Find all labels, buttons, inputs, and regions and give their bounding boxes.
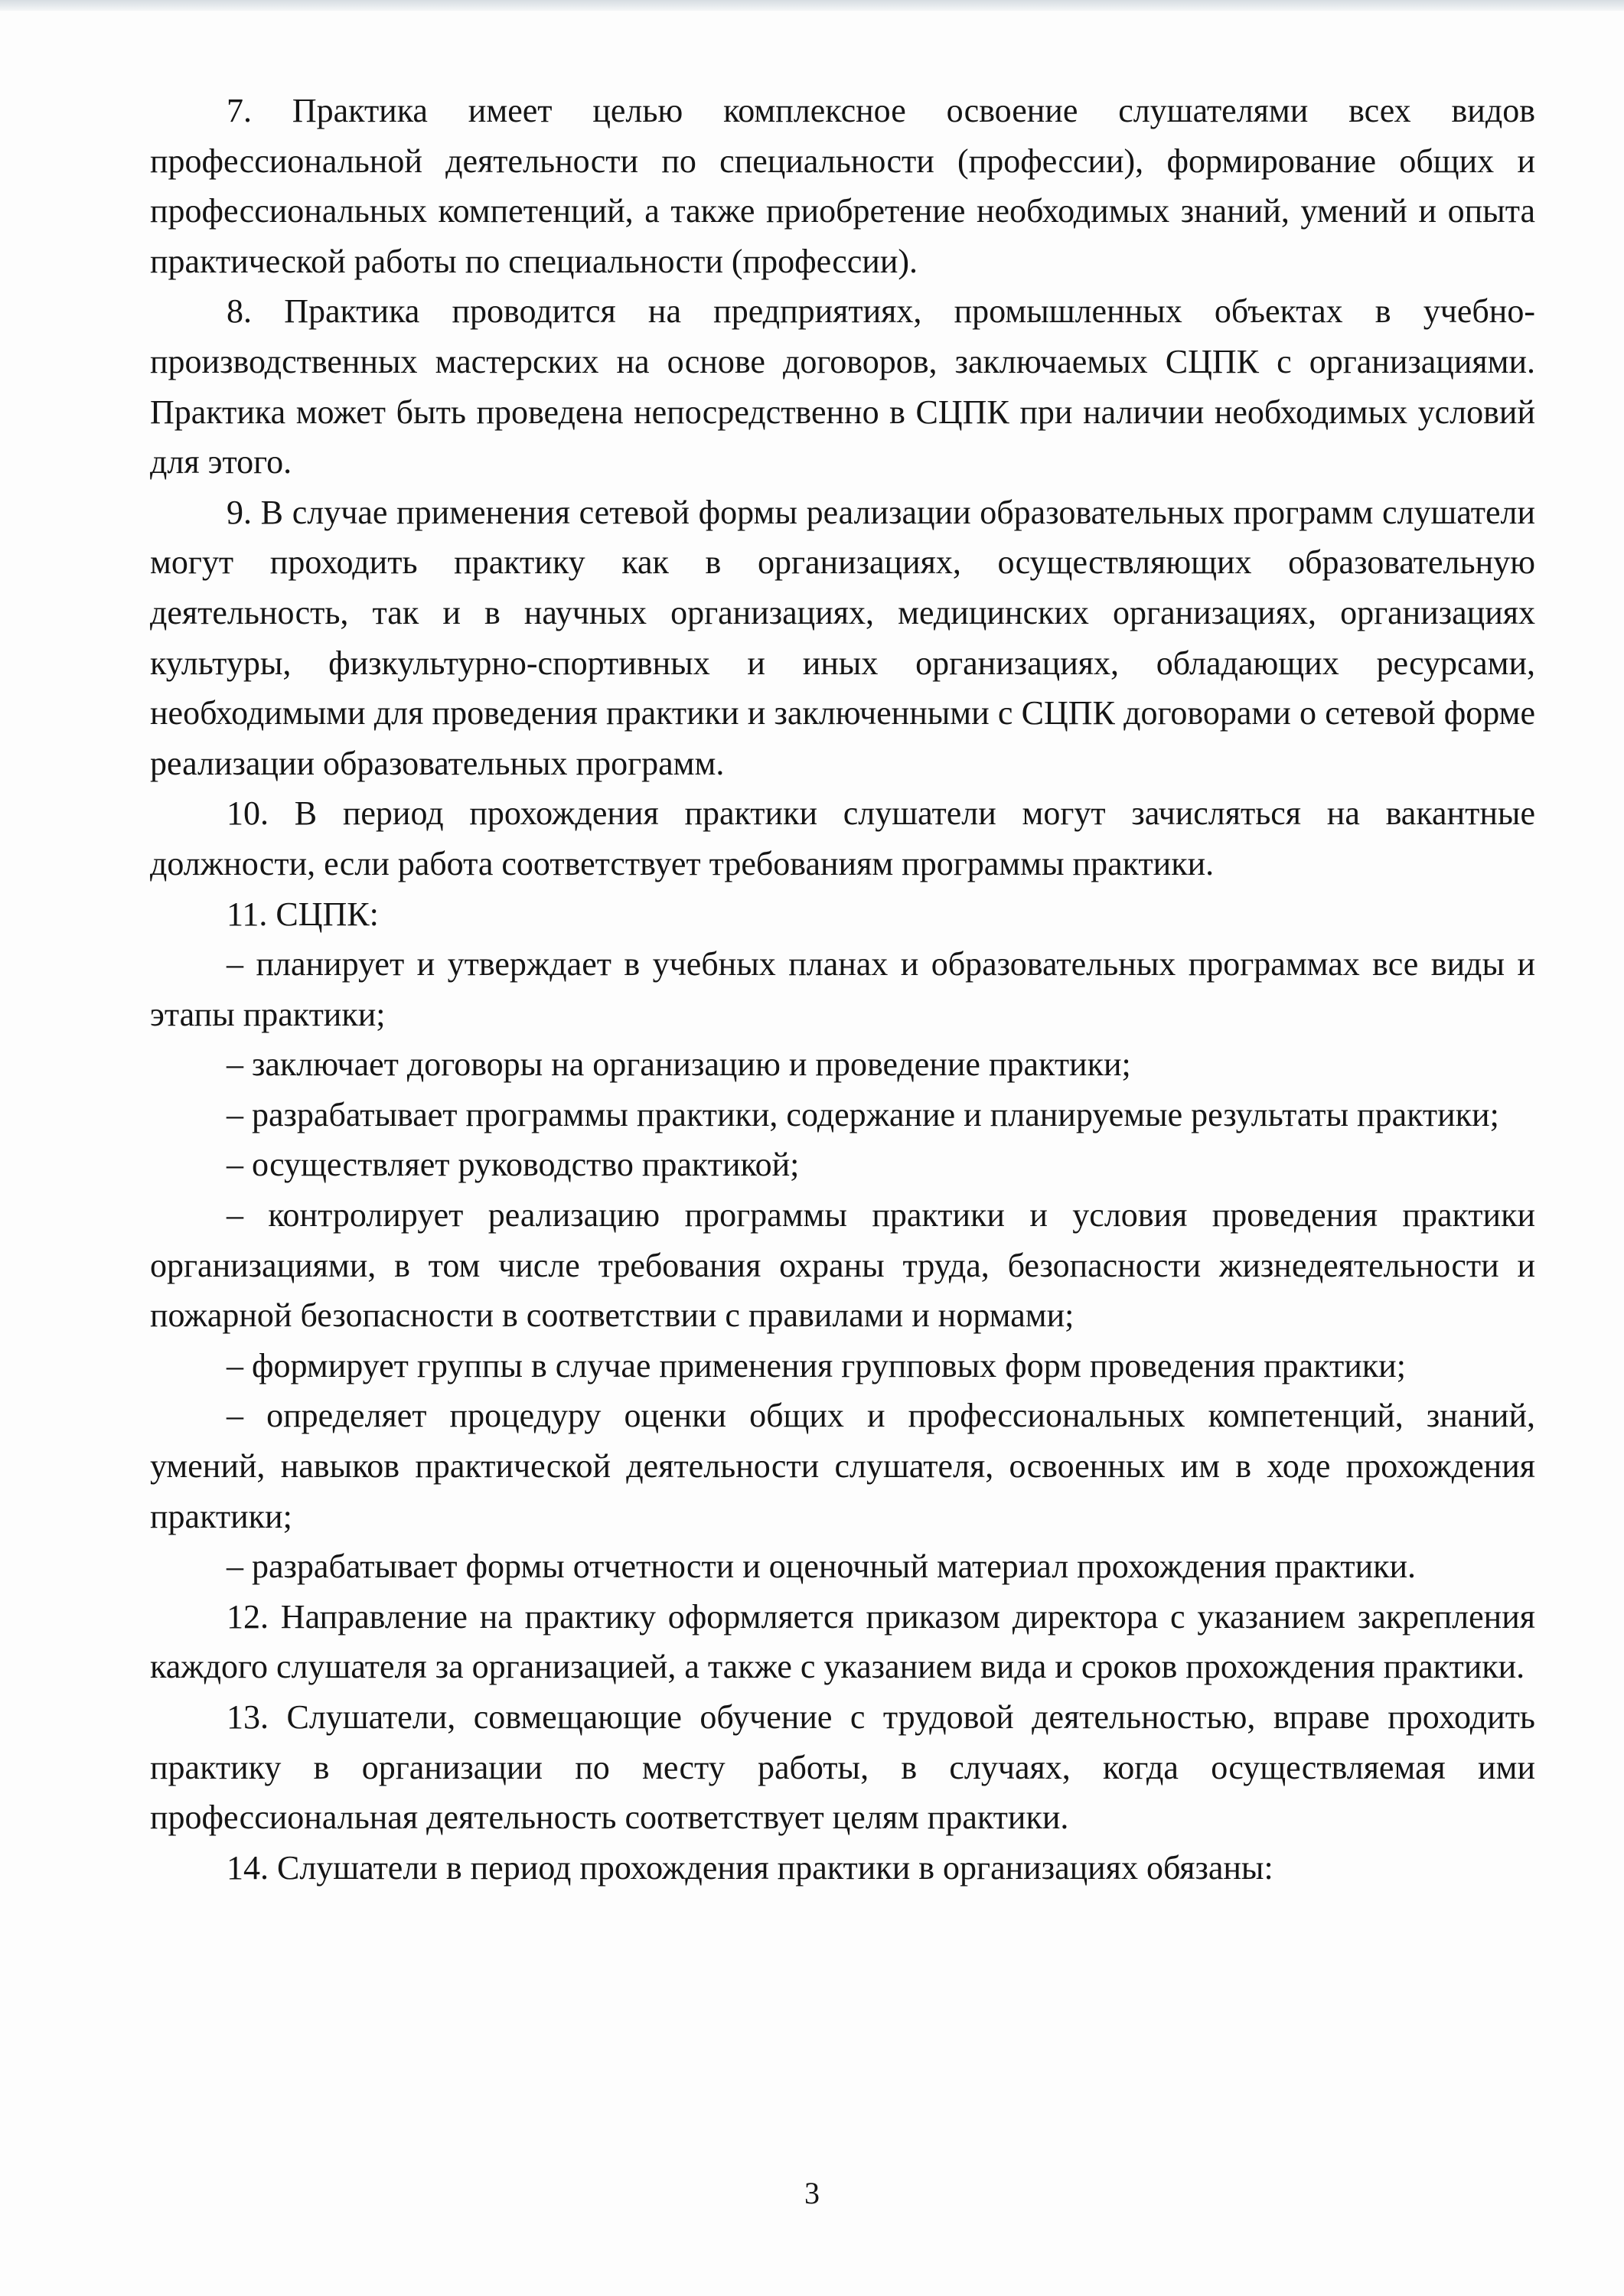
paragraph-13: 13. Слушатели, совмещающие обучение с трудовой деятельностью, вправе проходить практику в организации по месту работы, в случаях, когда осуществляемая ими профессиональная деятельность соответствует целям практики. (150, 1698, 1535, 1837)
paragraph-14: 14. Слушатели в период прохождения практики в организациях обязаны: (227, 1848, 1273, 1887)
list-item-guidance: – осуществляет руководство практикой; (227, 1146, 800, 1184)
paragraph-9: 9. В случае применения сетевой формы реализации образовательных программ слушатели могут проходить практику как в организациях, осуществляющих образовательную деятельность, так и в научных организациях, медицинских организациях, организациях культуры, физкультурно-спортивных и иных организациях, обладающих ресурсами, необходимыми для проведения практики и заключенными с СЦПК договорами о сетевой форме реализации образовательных программ. (150, 493, 1535, 782)
document-body (150, 86, 1535, 1893)
paragraph-8: 8. Практика проводится на предприятиях, промышленных объектах в учебно-производственных мастерских на основе договоров, заключаемых СЦПК с организациями. Практика может быть проведена непосредственно в СЦПК при наличии необходимых условий для этого. (150, 292, 1535, 481)
paragraph-11-heading: 11. СЦПК: (227, 895, 379, 933)
list-item-assessment: – определяет процедуру оценки общих и профессиональных компетенций, знаний, умений, навыков практической деятельности слушателя, освоенных им в ходе прохождения практики; (150, 1397, 1535, 1535)
paragraph-12: 12. Направление на практику оформляется приказом директора с указанием закрепления каждого слушателя за организацией, а также с указанием вида и сроков прохождения практики. (150, 1597, 1535, 1686)
scan-edge (0, 0, 1624, 11)
list-item-control: – контролирует реализацию программы практики и условия проведения практики организациями, в том числе требования охраны труда, безопасности жизнедеятельности и пожарной безопасности в соответствии с правилами и нормами; (150, 1196, 1535, 1335)
paragraph-10: 10. В период прохождения практики слушатели могут зачисляться на вакантные должности, если работа соответствует требованиям программы практики. (150, 794, 1535, 882)
list-item-reporting: – разрабатывает формы отчетности и оценочный материал прохождения практики. (227, 1548, 1417, 1586)
list-item-programs: – разрабатывает программы практики, содержание и планируемые результаты практики; (227, 1095, 1499, 1133)
paragraph-7: 7. Практика имеет целью комплексное освоение слушателями всех видов профессиональной деятельности по специальности (профессии), формирование общих и профессиональных компетенций, а также приобретение необходимых знаний, умений и опыта практической работы по специальности (профессии). (150, 92, 1535, 280)
page-number: 3 (804, 2176, 820, 2210)
list-item-contracts: – заключает договоры на организацию и проведение практики; (227, 1045, 1131, 1084)
list-item-groups: – формирует группы в случае применения групповых форм проведения практики; (227, 1346, 1406, 1384)
list-item-plans: – планирует и утверждает в учебных планах и образовательных программах все виды и этапы практики; (150, 945, 1535, 1033)
